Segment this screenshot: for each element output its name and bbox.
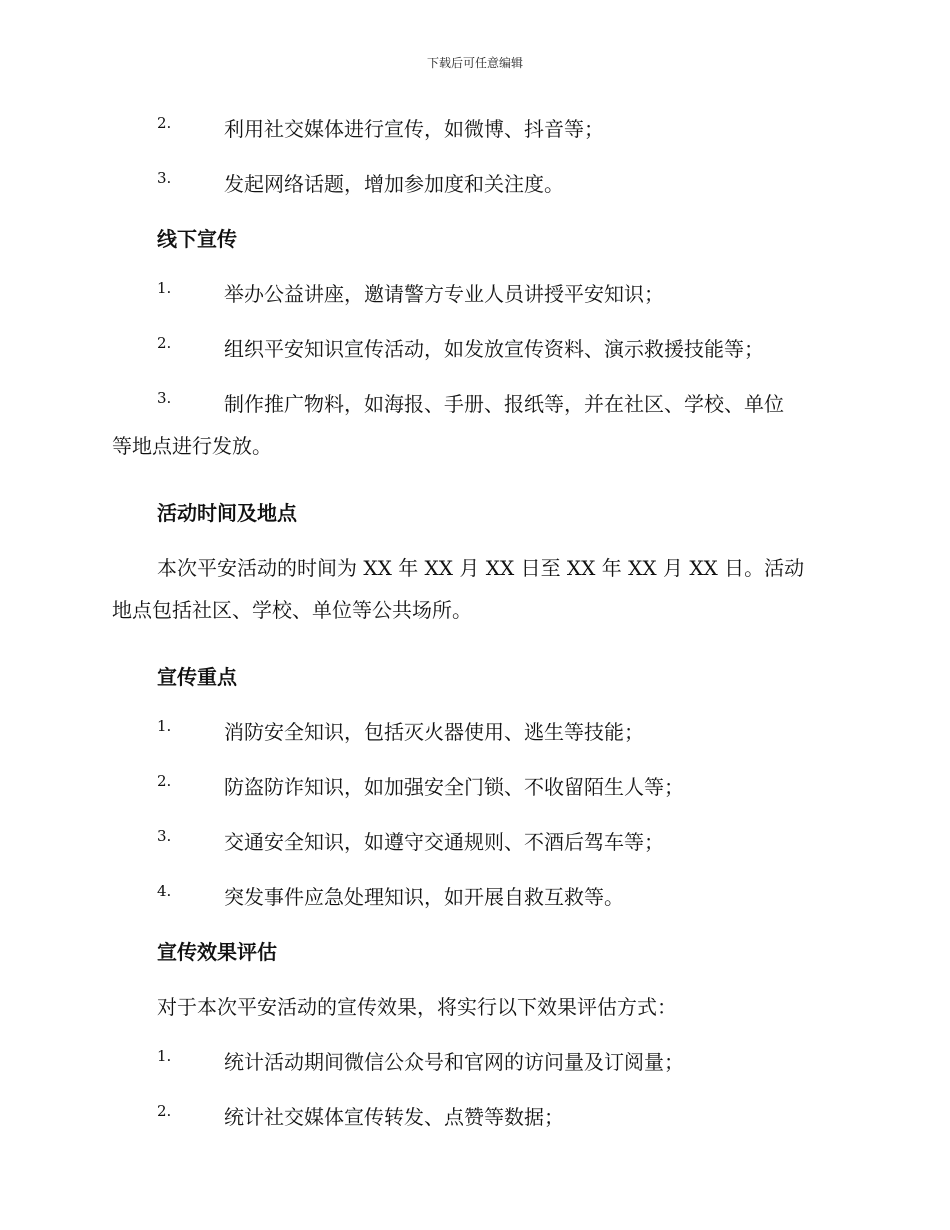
list-item: [0, 273, 950, 328]
list-text: 举办公益讲座，邀请警方专业人员讲授平安知识；: [224, 282, 664, 306]
list-text: 组织平安知识宣传活动，如发放宣传资料、演示救援技能等；: [224, 337, 764, 361]
page-header: 下载后可任意编辑: [426, 56, 523, 70]
list-item: [0, 383, 950, 492]
list-number: 3.: [157, 169, 172, 187]
document-body: [0, 108, 950, 1151]
paragraph-line: 地点包括社区、学校、单位等公共场所。: [112, 598, 472, 622]
paragraph: [0, 547, 837, 656]
list-number: 2.: [157, 334, 172, 352]
list-item: [0, 766, 950, 821]
list-text: 发起网络话题，增加参加度和关注度。: [224, 172, 564, 196]
list-number: 1.: [157, 717, 172, 735]
list-number: 3.: [157, 827, 172, 845]
list-text: 交通安全知识，如遵守交通规则、不酒后驾车等；: [224, 830, 664, 854]
list-item: [0, 1041, 950, 1096]
section-heading-evaluation: 宣传效果评估: [157, 940, 277, 964]
list-text: 消防安全知识，包括灭火器使用、逃生等技能；: [224, 720, 644, 744]
list-text: 防盗防诈知识，如加强安全门锁、不收留陌生人等；: [224, 775, 684, 799]
list-number: 1.: [157, 279, 172, 297]
list-text: 利用社交媒体进行宣传，如微博、抖音等；: [224, 117, 604, 141]
section-heading-time-place: 活动时间及地点: [157, 501, 297, 525]
list-item: [0, 821, 950, 876]
list-text: 统计社交媒体宣传转发、点赞等数据；: [224, 1105, 564, 1129]
list-text-line: 等地点进行发放。: [112, 434, 272, 458]
paragraph: 对于本次平安活动的宣传效果，将实行以下效果评估方式：: [157, 995, 677, 1019]
list-number: 2.: [157, 1102, 172, 1120]
list-number: 2.: [157, 772, 172, 790]
section-heading-focus: 宣传重点: [157, 665, 237, 689]
list-text: 突发事件应急处理知识，如开展自救互救等。: [224, 885, 624, 909]
list-number: 3.: [157, 389, 172, 407]
list-number: 2.: [157, 114, 172, 132]
list-item: [0, 163, 950, 218]
list-item: [0, 711, 950, 766]
list-text-line: 制作推广物料，如海报、手册、报纸等，并在社区、学校、单位: [224, 392, 784, 416]
list-item: [0, 108, 950, 163]
paragraph-line: 本次平安活动的时间为 XX 年 XX 月 XX 日至 XX 年 XX 月 XX 日。活动: [157, 556, 805, 580]
list-text: [112, 383, 844, 467]
list-item: [0, 1096, 950, 1151]
list-number: 4.: [157, 882, 172, 900]
section-heading-offline: 线下宣传: [157, 227, 237, 251]
list-item: [0, 328, 950, 383]
list-number: 1.: [157, 1047, 172, 1065]
list-text: 统计活动期间微信公众号和官网的访问量及订阅量；: [224, 1050, 684, 1074]
list-item: [0, 876, 950, 931]
